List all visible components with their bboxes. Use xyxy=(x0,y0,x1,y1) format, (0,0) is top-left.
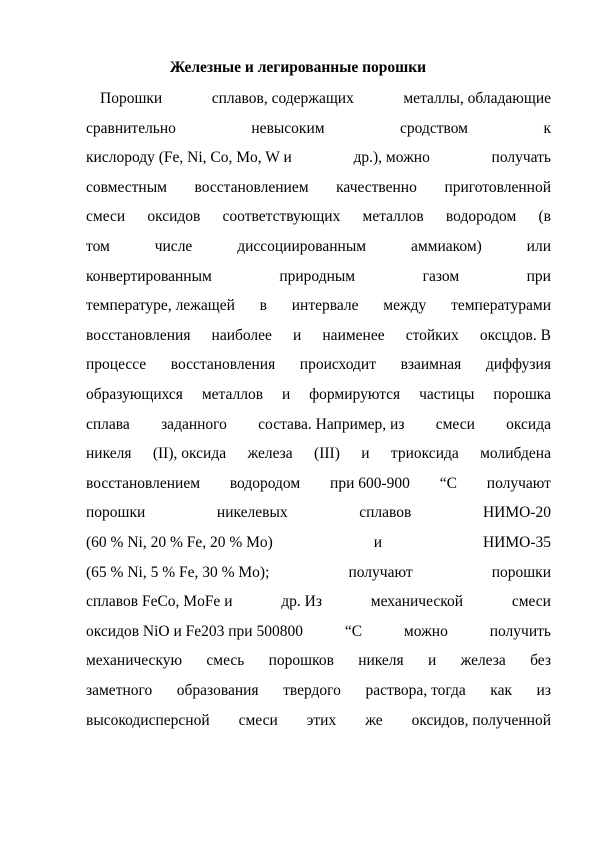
text-line xyxy=(86,592,551,612)
text-word: водородом xyxy=(229,474,301,492)
text-word: соответствующих xyxy=(222,208,341,226)
text-word: заметного xyxy=(86,682,153,699)
text-word: как xyxy=(490,682,512,699)
text-line xyxy=(86,355,551,375)
text-word: и xyxy=(373,534,383,551)
text-word: смеси xyxy=(435,415,475,433)
text-word: сплавов, содержащих xyxy=(211,90,354,107)
text-line xyxy=(86,178,551,198)
text-word: и xyxy=(361,445,370,463)
text-word: раствора, тогда xyxy=(365,682,466,699)
text-word: “С xyxy=(439,474,457,492)
text-word: восстановления xyxy=(86,326,191,344)
text-word: сродством xyxy=(400,119,468,137)
text-line xyxy=(86,326,551,346)
text-word: и xyxy=(427,652,437,670)
text-word: триоксида xyxy=(390,445,459,463)
text-word: можно xyxy=(403,622,448,640)
text-line xyxy=(86,503,551,523)
text-word: оксидов xyxy=(147,208,201,226)
text-word: получить xyxy=(489,622,551,640)
text-word: и xyxy=(281,386,291,403)
text-word: газом xyxy=(422,267,460,285)
text-line xyxy=(86,622,551,642)
text-word: формируются xyxy=(309,386,401,403)
text-word: из xyxy=(536,682,551,699)
text-word: или xyxy=(526,238,551,255)
text-word: состава. Например, из xyxy=(258,415,405,433)
text-word: в xyxy=(259,297,267,315)
text-word: сплава xyxy=(86,415,130,433)
text-line xyxy=(100,89,551,109)
text-line xyxy=(86,385,551,405)
text-word: никелевых xyxy=(216,504,288,522)
text-word: образующихся xyxy=(86,386,183,403)
text-word: интервале xyxy=(291,297,359,315)
text-word: водородом xyxy=(445,208,517,226)
text-word: восстановлением xyxy=(86,474,201,492)
text-word: твердого xyxy=(283,682,341,699)
text-line xyxy=(86,207,551,227)
text-word: наиболее xyxy=(211,326,272,344)
text-word: Порошки xyxy=(100,90,163,107)
text-word: никеля xyxy=(86,445,132,463)
text-word: образования xyxy=(176,682,259,699)
text-word: получают xyxy=(486,474,551,492)
text-word: кислороду (Fe, Ni, Co, Mo, W и xyxy=(86,149,292,167)
text-word: наименее xyxy=(322,326,385,344)
text-word: природным xyxy=(279,267,356,285)
text-word: стойких xyxy=(405,326,459,344)
text-word: частицы xyxy=(419,386,475,403)
text-word: НИМО-35 xyxy=(482,534,551,551)
text-word: смеси xyxy=(86,208,126,226)
text-word: к xyxy=(543,119,551,137)
text-word: же xyxy=(365,711,383,729)
text-word: сплавов FeCo, MoFe и xyxy=(86,593,233,611)
text-word: др.), можно xyxy=(353,149,430,167)
text-line xyxy=(86,119,551,139)
text-word: получают xyxy=(348,563,413,581)
text-word: смеси xyxy=(238,711,278,729)
text-word: оксида xyxy=(506,415,551,433)
text-word: невысоким xyxy=(251,119,325,137)
text-word: температурами xyxy=(451,297,551,315)
text-word: и xyxy=(293,326,302,344)
text-line xyxy=(86,563,551,583)
text-word: (III) xyxy=(314,445,340,463)
text-word: смеси xyxy=(511,593,551,611)
text-word: (60 % Ni, 20 % Fe, 20 % Mo) xyxy=(86,534,273,551)
text-word: диссоциированным xyxy=(237,238,367,255)
text-line xyxy=(86,296,551,316)
text-line xyxy=(86,681,551,701)
text-word: конвертированным xyxy=(86,267,212,285)
text-word: др. Из xyxy=(281,593,322,611)
text-word: никеля xyxy=(358,652,404,670)
text-word: оксидов, полученной xyxy=(411,711,551,729)
text-word: оксидов NiO и Fe203 при 500800 xyxy=(86,622,303,640)
text-word: порошки xyxy=(491,563,551,581)
text-word: высокодисперсной xyxy=(86,711,210,729)
text-word: восстановлением xyxy=(194,178,309,196)
text-line xyxy=(86,651,551,671)
text-word: механической xyxy=(370,593,464,611)
text-line xyxy=(86,148,551,168)
text-word: НИМО-20 xyxy=(482,504,551,522)
text-word: при 600-900 xyxy=(330,474,410,492)
text-word: сравнительно xyxy=(86,119,176,137)
text-word: при xyxy=(526,267,551,285)
text-word: этих xyxy=(306,711,337,729)
text-word: получать xyxy=(491,149,551,167)
text-word: (в xyxy=(538,208,551,226)
text-word: восстановления xyxy=(170,356,276,374)
text-word: температуре, лежащей xyxy=(86,297,235,315)
text-line xyxy=(86,474,551,494)
text-line xyxy=(86,415,551,435)
text-word: порошки xyxy=(86,504,146,522)
document-title: Железные и легированные порошки xyxy=(169,59,427,76)
text-word: между xyxy=(383,297,427,315)
text-word: порошков xyxy=(268,652,334,670)
text-word: (II), оксида xyxy=(152,445,227,463)
text-word: взаимная xyxy=(400,356,462,374)
text-word: без xyxy=(530,652,551,670)
text-word: металлов xyxy=(201,386,264,403)
text-word: железа xyxy=(247,445,293,463)
text-word: процессе xyxy=(86,356,147,374)
text-word: молибдена xyxy=(480,445,551,463)
text-line xyxy=(86,267,551,287)
text-word: диффузия xyxy=(485,356,551,374)
text-word: смесь xyxy=(206,652,245,670)
text-line xyxy=(86,711,551,731)
text-word: оксцдов. В xyxy=(479,326,551,344)
text-word: железа xyxy=(460,652,506,670)
text-line xyxy=(86,444,551,464)
text-word: приготовленной xyxy=(444,178,551,196)
text-word: сплавов xyxy=(359,504,412,522)
text-line xyxy=(86,533,551,553)
text-word: металлов xyxy=(362,208,424,226)
text-word: качественно xyxy=(336,178,417,196)
text-word: числе xyxy=(154,238,193,255)
text-word: (65 % Ni, 5 % Fe, 30 % Mo); xyxy=(86,563,270,581)
text-line xyxy=(86,237,551,257)
text-word: том xyxy=(86,238,110,255)
text-word: заданного xyxy=(161,415,227,433)
text-word: порошка xyxy=(493,386,551,403)
text-word: механическую xyxy=(86,652,183,670)
text-word: совместным xyxy=(86,178,167,196)
text-word: происходит xyxy=(299,356,376,374)
text-word: металлы, обладающие xyxy=(403,90,551,107)
text-word: “С xyxy=(344,622,363,640)
text-word: аммиаком) xyxy=(410,238,482,255)
